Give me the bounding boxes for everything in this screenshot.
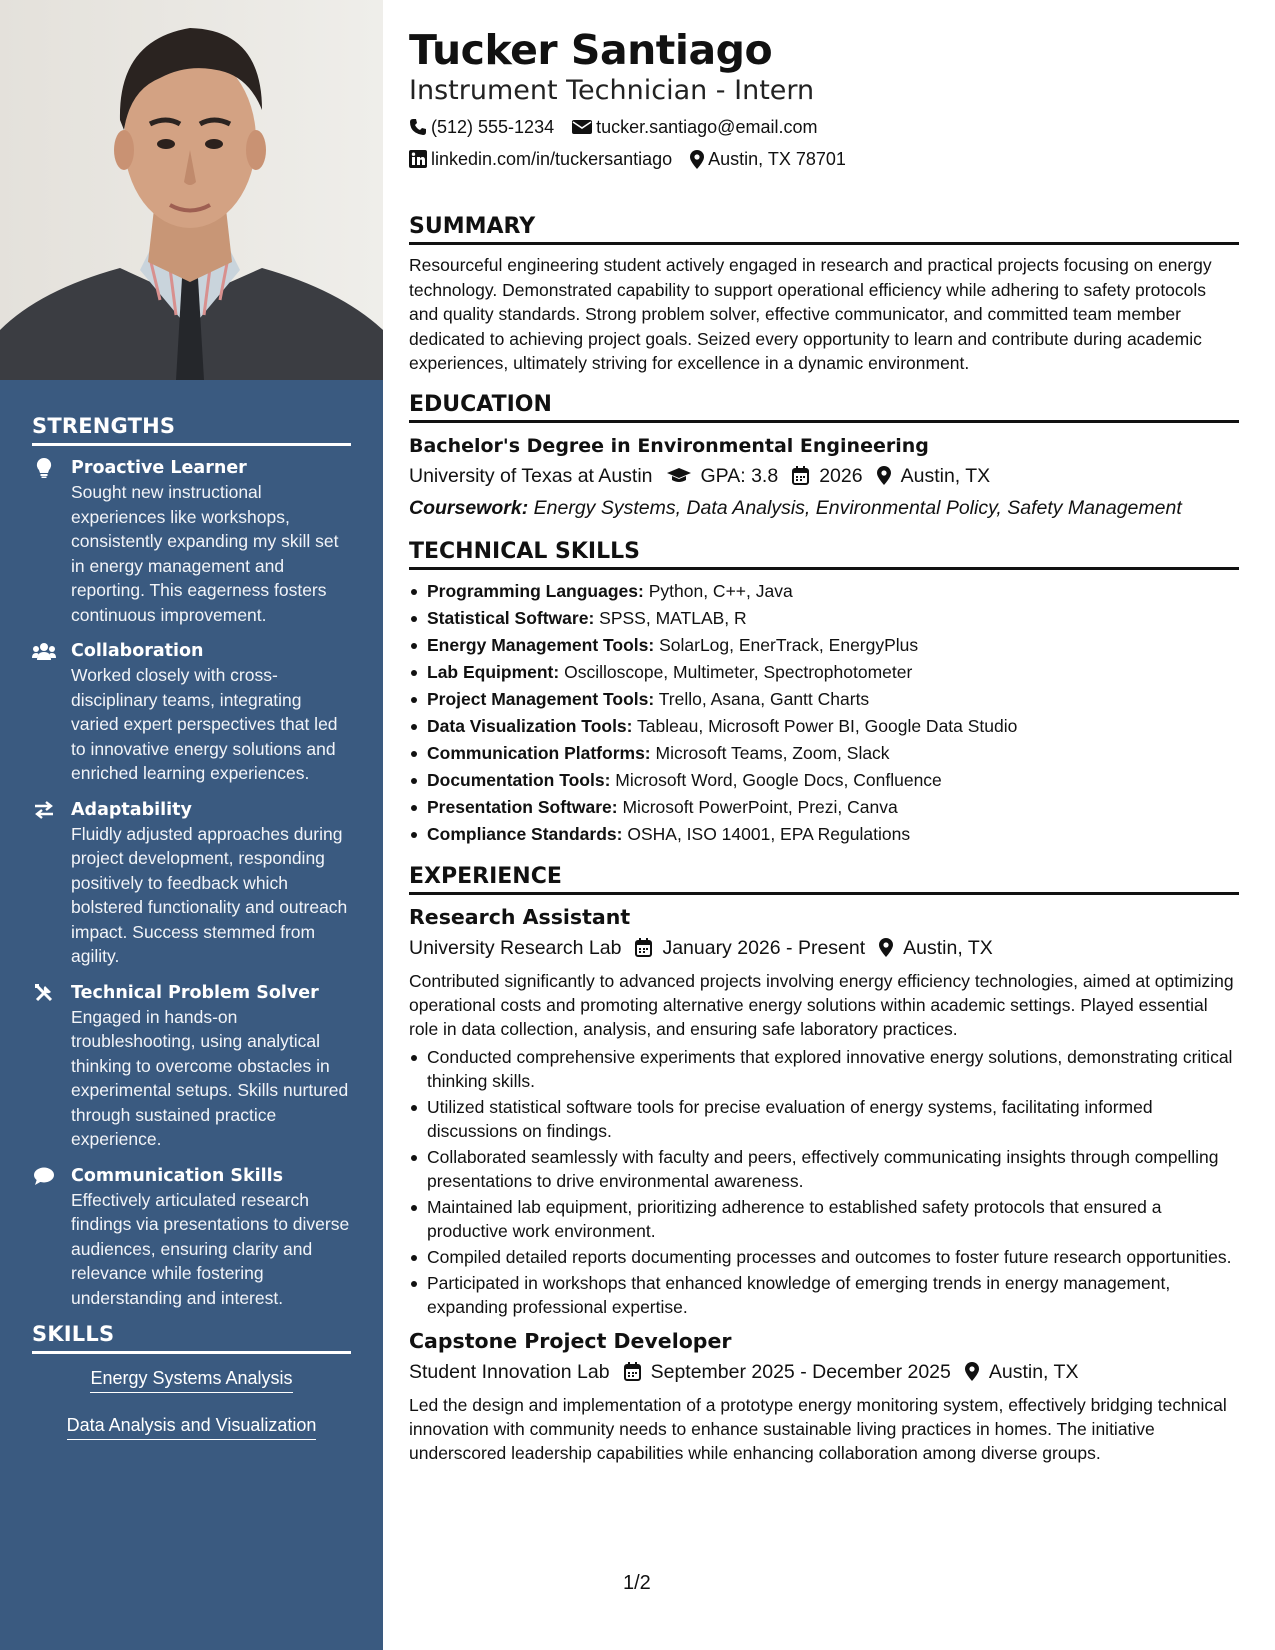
map-pin-icon — [877, 466, 891, 485]
list-item — [409, 713, 1239, 740]
location-contact — [690, 146, 846, 172]
job-meta — [409, 933, 1239, 963]
job-location — [965, 1357, 1079, 1387]
skills-heading: SKILLS — [32, 1322, 351, 1354]
list-item — [409, 578, 1239, 605]
location-text: Austin, TX — [988, 1360, 1079, 1383]
skill-value: Microsoft Teams, Zoom, Slack — [655, 742, 890, 763]
org-name: University Research Lab — [409, 936, 622, 959]
location-text: Austin, TX — [900, 464, 991, 487]
main-content — [409, 0, 1239, 1465]
skill-value: Microsoft PowerPoint, Prezi, Canva — [622, 796, 898, 817]
gpa — [667, 461, 779, 491]
skill-label: Lab Equipment: — [427, 661, 560, 682]
job-summary: Led the design and implementation of a prototype energy monitoring system, effectively bridging technical innovation with community needs to enhance sustainable living practices in homes. The initiative underscored leadership capabilities while enhancing collaboration among diverse groups. — [409, 1394, 1227, 1463]
education-heading: EDUCATION — [409, 392, 1239, 423]
org-name: Student Innovation Lab — [409, 1360, 610, 1383]
list-item — [409, 659, 1239, 686]
skill-label: Project Management Tools: — [427, 688, 655, 709]
phone-contact[interactable] — [409, 114, 554, 140]
map-pin-icon — [690, 150, 704, 169]
page-number: 1/2 — [623, 1572, 651, 1594]
strength-title: Adaptability — [71, 799, 192, 820]
envelope-icon — [572, 119, 592, 135]
strength-title: Communication Skills — [71, 1165, 284, 1186]
grad-year — [792, 461, 862, 491]
candidate-title: Instrument Technician - Intern — [409, 75, 815, 106]
experience-heading: EXPERIENCE — [409, 864, 1239, 895]
skill-value: SolarLog, EnerTrack, EnergyPlus — [659, 634, 919, 655]
summary-text: Resourceful engineering student actively engaged in research and practical projects focusing on energy technology. Demonstrated capability to support operational efficiency while adhering to safety protocols and quality standards. Strong problem solver, effective communicator, and committed team member dedicated to achieving project goals. Seized every opportunity to learn and contribute during academic experiences, ultimately striving for excellence in a dynamic environment. — [409, 255, 1212, 373]
linkedin-text: linkedin.com/in/tuckersantiago — [431, 149, 673, 169]
list-item — [409, 686, 1239, 713]
strength-item — [32, 639, 351, 786]
coursework — [409, 493, 1239, 523]
contact-row — [409, 114, 1239, 140]
strength-item — [32, 1164, 351, 1311]
skill-item: Energy Systems Analysis — [90, 1368, 292, 1393]
map-pin-icon — [965, 1362, 979, 1381]
email-text: tucker.santiago@email.com — [596, 117, 818, 137]
list-item — [409, 632, 1239, 659]
speech-bubble-icon — [32, 1166, 56, 1186]
degree-title: Bachelor's Degree in Environmental Engineering — [409, 434, 929, 457]
calendar-icon — [635, 938, 652, 957]
list-item: Collaborated seamlessly with faculty and peers, effectively communicating insights through compelling presentations to drive environmental awareness. — [409, 1145, 1239, 1193]
job-dates — [635, 933, 865, 963]
contact-row-2 — [409, 146, 1239, 172]
location-text: Austin, TX 78701 — [708, 149, 846, 169]
skill-label: Documentation Tools: — [427, 769, 611, 790]
strength-item — [32, 798, 351, 969]
skill-value: Python, C++, Java — [648, 580, 793, 601]
skill-label: Presentation Software: — [427, 796, 618, 817]
graduation-cap-icon — [667, 467, 691, 485]
strength-desc: Engaged in hands-on troubleshooting, using analytical thinking to overcome obstacles in experimental setups. Skills nurtured through sustained practice experience. — [71, 1006, 349, 1149]
strength-title: Collaboration — [71, 641, 204, 661]
strengths-list — [32, 456, 351, 1310]
list-item — [409, 794, 1239, 821]
school — [409, 461, 653, 491]
technical-skills-list — [409, 578, 1239, 848]
gpa-text: GPA: 3.8 — [700, 464, 779, 487]
skill-value: Microsoft Word, Google Docs, Confluence — [615, 769, 942, 790]
phone-text: (512) 555-1234 — [431, 117, 555, 137]
skill-value: Trello, Asana, Gantt Charts — [658, 688, 870, 709]
list-item: Maintained lab equipment, prioritizing adherence to established safety protocols that ensured a productive work environment. — [409, 1195, 1239, 1243]
candidate-name: Tucker Santiago — [409, 26, 773, 74]
sidebar — [0, 0, 383, 1650]
skill-value: Tableau, Microsoft Power BI, Google Data Studio — [637, 715, 1018, 736]
job-org — [409, 1357, 610, 1387]
skill-value: SPSS, MATLAB, R — [599, 607, 747, 628]
strength-desc: Sought new instructional experiences like workshops, consistently expanding my skill set in energy management and reporting. This eagerness fosters continuous improvement. — [71, 482, 339, 625]
job-summary: Contributed significantly to advanced projects involving energy efficiency technologies, aimed at optimizing operational costs and promoting alternative energy solutions within academic settings. Played essential role in data collection, analysis, and ensuring safe laboratory practices. — [409, 970, 1234, 1039]
technical-skills-heading: TECHNICAL SKILLS — [409, 539, 1239, 570]
strength-title: Proactive Learner — [71, 458, 247, 478]
job-role: Research Assistant — [409, 904, 631, 929]
skill-label: Programming Languages: — [427, 580, 644, 601]
linkedin-icon — [409, 150, 427, 168]
list-item — [409, 767, 1239, 794]
job-bullets — [409, 1045, 1239, 1319]
calendar-icon — [792, 466, 809, 485]
list-item — [409, 740, 1239, 767]
skill-label: Compliance Standards: — [427, 823, 623, 844]
skill-label: Communication Platforms: — [427, 742, 651, 763]
email-contact[interactable] — [572, 114, 817, 140]
strength-desc: Effectively articulated research findings via presentations to diverse audiences, ensuring clarity and relevance while fostering understanding and interest. — [71, 1189, 350, 1308]
strength-item — [32, 456, 351, 627]
strength-desc: Worked closely with cross-disciplinary teams, integrating varied expert perspectives that led to innovative energy solutions and enriched learning experiences. — [71, 665, 338, 783]
skill-label: Energy Management Tools: — [427, 634, 655, 655]
linkedin-contact[interactable] — [409, 146, 672, 172]
job-role: Capstone Project Developer — [409, 1328, 732, 1353]
strengths-heading: STRENGTHS — [32, 414, 351, 446]
users-icon — [32, 641, 56, 661]
strength-item — [32, 981, 351, 1152]
profile-photo — [0, 0, 383, 380]
job-org — [409, 933, 621, 963]
coursework-label: Coursework: — [409, 496, 529, 519]
skill-value: OSHA, ISO 14001, EPA Regulations — [627, 823, 911, 844]
list-item — [409, 821, 1239, 848]
tools-icon — [32, 983, 56, 1003]
list-item: Conducted comprehensive experiments that explored innovative energy solutions, demonstrating critical thinking skills. — [409, 1045, 1239, 1093]
list-item: Compiled detailed reports documenting processes and outcomes to foster future research opportunities. — [409, 1245, 1239, 1269]
education-meta — [409, 461, 1239, 491]
skill-label: Data Visualization Tools: — [427, 715, 633, 736]
calendar-icon — [624, 1362, 641, 1381]
coursework-text: Energy Systems, Data Analysis, Environmental Policy, Safety Management — [533, 496, 1182, 519]
dates-text: September 2025 - December 2025 — [650, 1360, 951, 1383]
map-pin-icon — [879, 938, 893, 957]
list-item — [409, 605, 1239, 632]
arrows-exchange-icon — [32, 800, 56, 820]
skill-value: Oscilloscope, Multimeter, Spectrophotometer — [564, 661, 913, 682]
skill-item: Data Analysis and Visualization — [67, 1415, 317, 1440]
school-name: University of Texas at Austin — [409, 464, 653, 487]
list-item: Utilized statistical software tools for precise evaluation of energy systems, facilitating informed discussions on findings. — [409, 1095, 1239, 1143]
job-dates — [624, 1357, 951, 1387]
skill-label: Statistical Software: — [427, 607, 595, 628]
strength-title: Technical Problem Solver — [71, 982, 319, 1003]
year-text: 2026 — [819, 464, 863, 487]
strength-desc: Fluidly adjusted approaches during project development, responding positively to feedback which bolstered functionality and outreach impact. Success stemmed from agility. — [71, 823, 348, 966]
list-item: Participated in workshops that enhanced knowledge of emerging trends in energy management, expanding professional expertise. — [409, 1271, 1239, 1319]
summary-heading: SUMMARY — [409, 214, 1239, 245]
location-text: Austin, TX — [903, 936, 993, 959]
job-meta — [409, 1357, 1239, 1387]
lightbulb-icon — [32, 458, 56, 478]
dates-text: January 2026 - Present — [662, 936, 866, 959]
job-location — [879, 933, 993, 963]
education-location — [877, 461, 991, 491]
phone-icon — [409, 118, 427, 136]
